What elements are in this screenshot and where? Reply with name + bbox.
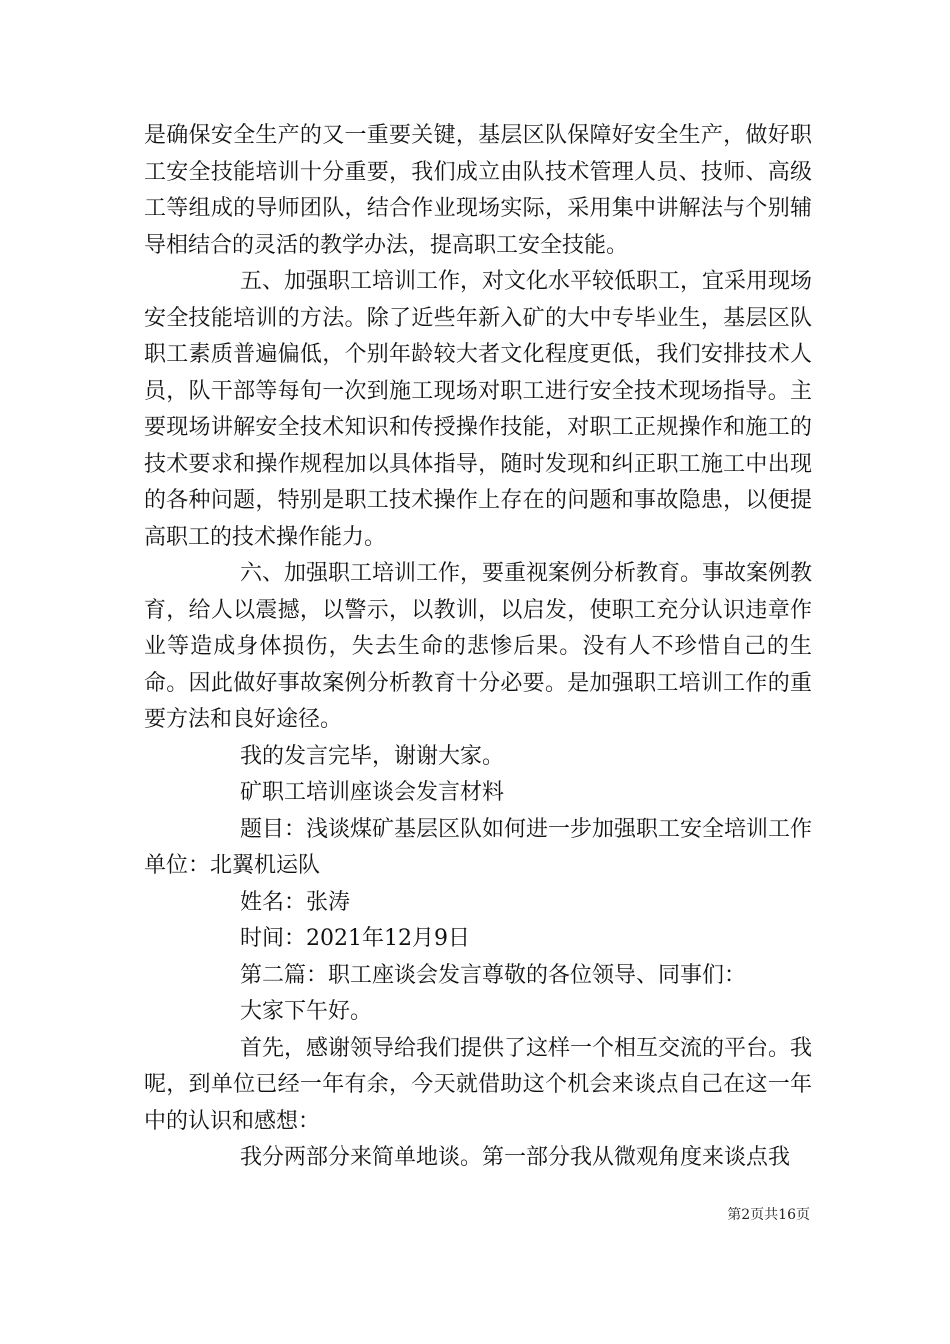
paragraph-two-parts: 我分两部分来简单地谈。第一部分我从微观角度来谈点我 xyxy=(240,1145,791,1170)
paragraph-thanks: 首先，感谢领导给我们提供了这样一个相互交流的平台。我呢，到单位已经一年有余，今天就借助这个机会来谈点自己在这一年中的认识和感想： xyxy=(144,1035,813,1134)
paragraph-author-name: 姓名：张涛 xyxy=(240,889,351,915)
document-body xyxy=(144,118,812,1177)
paragraph-greeting: 大家下午好。 xyxy=(240,999,373,1024)
paragraph-point-five: 五、加强职工培训工作，对文化水平较低职工，宜采用现场安全技能培训的方法。除了近些年新入矿的大中专毕业生，基层区队职工素质普遍偏低，个别年龄较大者文化程度更低，我们安排技术人员，队干部等每旬一次到施工现场对职工进行安全技术现场指导。主要现场讲解安全技术知识和传授操作技能，对职工正规操作和施工的技术要求和操作规程加以具体指导，随时发现和纠正职工施工中出现的各种问题，特别是职工技术操作上存在的问题和事故隐患，以便提高职工的技术操作能力。 xyxy=(144,269,813,550)
paragraph-closing-remark: 我的发言完毕，谢谢大家。 xyxy=(240,743,505,769)
paragraph-point-six: 六、加强职工培训工作，要重视案例分析教育。事故案例教育，给人以震撼，以警示，以教训，以启发，使职工充分认识违章作业等造成身体损伤，失去生命的悲惨后果。没有人不珍惜自己的生命。因此做好事故案例分析教育十分必要。是加强职工培训工作的重要方法和良好途径。 xyxy=(144,561,813,732)
paragraph-second-article-heading: 第二篇：职工座谈会发言尊敬的各位领导、同事们： xyxy=(240,962,747,988)
page-number-footer: 第2页共16页 xyxy=(727,1207,810,1223)
paragraph-topic-and-unit: 题目：浅谈煤矿基层区队如何进一步加强职工安全培训工作单位：北翼机运队 xyxy=(144,816,813,878)
paragraph-material-title: 矿职工培训座谈会发言材料 xyxy=(240,780,505,805)
paragraph-safety-skills: 是确保安全生产的又一重要关键，基层区队保障好安全生产，做好职工安全技能培训十分重要，我们成立由队技术管理人员、技师、高级工等组成的导师团队，结合作业现场实际，采用集中讲解法与个别辅导相结合的灵活的教学办法，提高职工安全技能。 xyxy=(144,123,812,258)
paragraph-date: 时间：2021年12月9日 xyxy=(240,926,470,951)
